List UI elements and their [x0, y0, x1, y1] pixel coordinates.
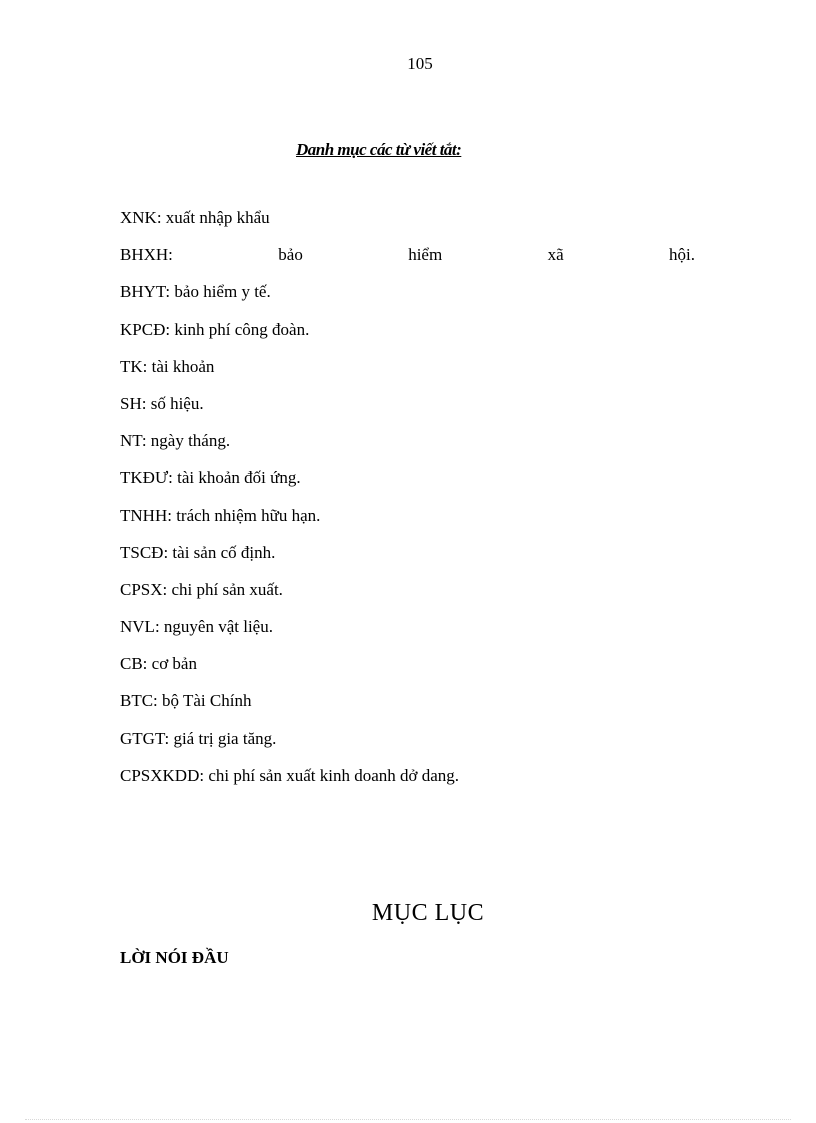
page-bottom-rule — [25, 1119, 791, 1120]
abbreviation-item: CB: cơ bản — [120, 654, 197, 674]
abbreviation-item: TSCĐ: tài sản cố định. — [120, 542, 276, 562]
abbreviation-item: SH: số hiệu. — [120, 393, 204, 413]
abbreviation-item: CPSX: chi phí sản xuất. — [120, 579, 283, 599]
abbreviation-word: hội. — [669, 245, 695, 265]
abbreviation-item: XNK: xuất nhập khẩu — [120, 208, 270, 227]
toc-heading: MỤC LỤC — [371, 900, 485, 926]
abbreviation-item: TK: tài khoản — [120, 356, 215, 376]
abbreviation-item: GTGT: giá trị gia tăng. — [120, 728, 277, 748]
abbreviation-item: TKĐƯ: tài khoản đối ứng. — [120, 468, 301, 488]
abbreviation-word: hiểm — [408, 245, 443, 265]
abbreviation-word: BHXH: — [120, 245, 173, 265]
abbreviation-item — [120, 244, 695, 281]
abbreviations-title: Danh mục các từ viết tắt: — [296, 140, 462, 159]
abbreviation-item: NVL: nguyên vật liệu. — [120, 617, 273, 637]
abbreviation-item: TNHH: trách nhiệm hữu hạn. — [120, 505, 321, 525]
abbreviation-word: xã — [547, 245, 564, 265]
abbreviation-word: bảo — [278, 245, 303, 265]
abbreviations-list — [120, 207, 695, 802]
abbreviation-item: BTC: bộ Tài Chính — [120, 691, 252, 711]
toc-entry-preface[interactable]: LỜI NÓI ĐẦU — [120, 948, 229, 967]
abbreviation-item: BHYT: bảo hiểm y tế. — [120, 282, 271, 302]
abbreviation-item: CPSXKDD: chi phí sản xuất kinh doanh dở dang. — [120, 765, 460, 785]
page-number: 105 — [407, 54, 433, 73]
abbreviation-item: NT: ngày tháng. — [120, 431, 231, 451]
abbreviation-item: KPCĐ: kinh phí công đoàn. — [120, 319, 310, 339]
